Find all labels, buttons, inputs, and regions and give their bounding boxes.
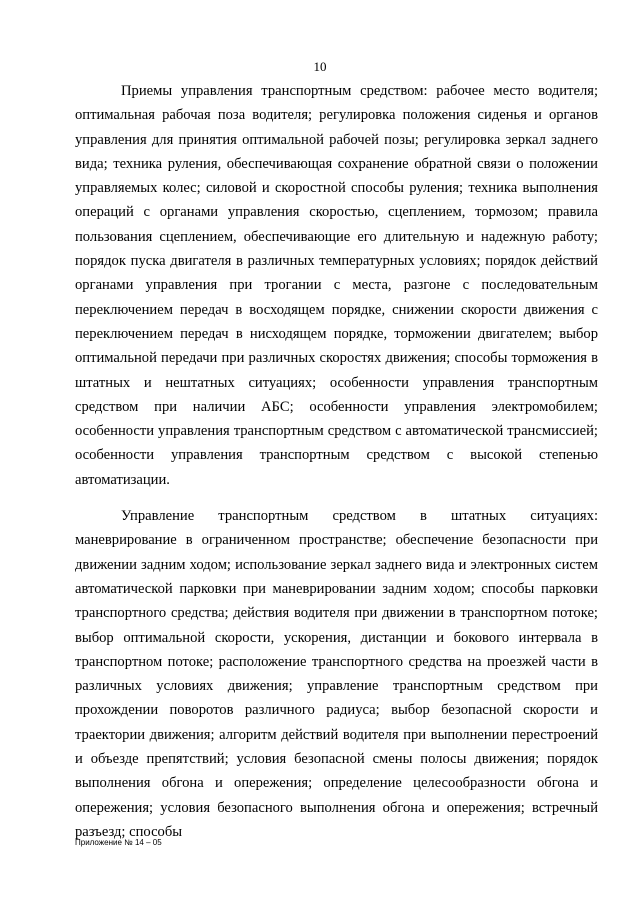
body-text — [75, 79, 598, 844]
paragraph-regular-situations: Управление транспортным средством в штатных ситуациях: маневрирование в ограниченном пространстве; обеспечение безопасности при движении задним ходом; использование зеркал заднего вида и электронных систем автоматической парковки при маневрировании задним ходом; способы парковки транспортного средства; действия водителя при движении в транспортном потоке; выбор оптимальной скорости, ускорения, дистанции и бокового интервала в транспортном потоке; расположение транспортного средства на проезжей части в различных условиях движения; управление транспортным средством при прохождении поворотов различного радиуса; выбор безопасной скорости и траектории движения; алгоритм действий водителя при выполнении перестроений и объезде препятствий; условия безопасной смены полосы движения; порядок выполнения обгона и опережения; определение целесообразности обгона и опережения; условия безопасного выполнения обгона и опережения; встречный разъезд; способы — [75, 508, 598, 840]
page-number: 10 — [313, 59, 327, 74]
paragraph-vehicle-control-techniques: Приемы управления транспортным средством: рабочее место водителя; оптимальная рабочая поза водителя; регулировка положения сиденья и органов управления для принятия оптимальной рабочей позы; регулировка зеркал заднего вида; техника руления, обеспечивающая сохранение обратной связи о положении управляемых колес; силовой и скоростной способы руления; техника выполнения операций с органами управления скоростью, сцеплением, тормозом; правила пользования сцеплением, обеспечивающие его длительную и надежную работу; порядок пуска двигателя в различных температурных условиях; порядок действий органами управления при трогании с места, разгоне с последовательным переключением передач в восходящем порядке, снижении скорости движения с переключением передач в нисходящем порядке, торможении двигателем; выбор оптимальной передачи при различных скоростях движения; способы торможения в штатных и нештатных ситуациях; особенности управления транспортным средством при наличии АБС; особенности управления электромобилем; особенности управления транспортным средством с автоматической трансмиссией; особенности управления транспортным средством с высокой степенью автоматизации. — [75, 83, 598, 488]
footer-note: Приложение № 14 – 05 — [75, 838, 162, 847]
